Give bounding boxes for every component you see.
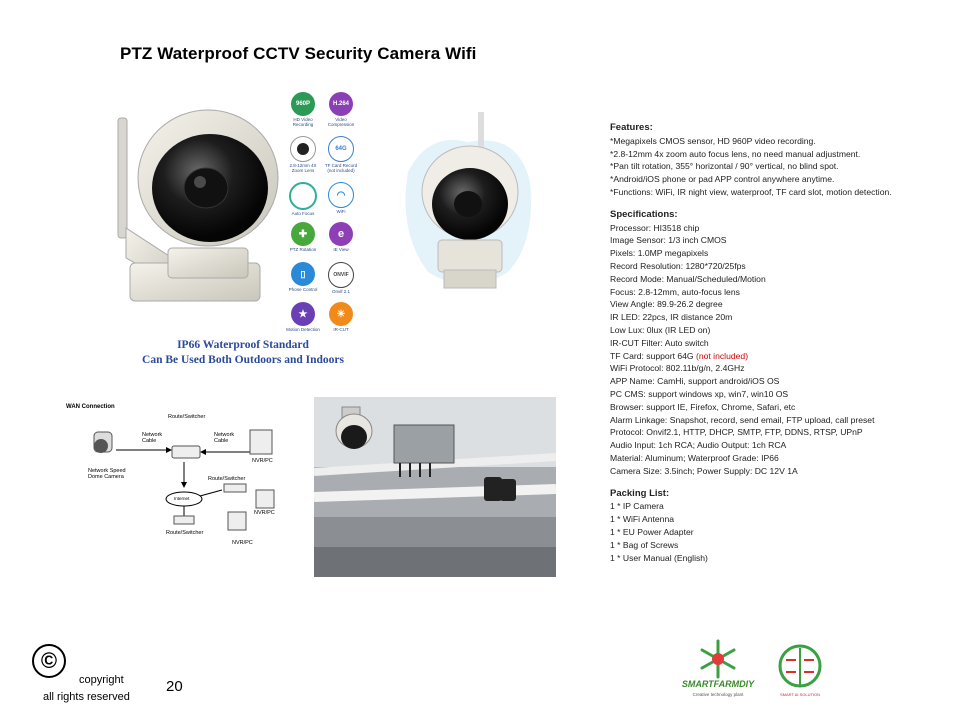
logo-name: SMARTFARMDIY xyxy=(681,679,755,689)
phone-icon: ▯ Phone Control xyxy=(284,262,322,292)
feature-line: *Android/iOS phone or pad APP control anywhere anytime. xyxy=(610,174,835,185)
copyright-label: copyright xyxy=(79,674,124,686)
router1-label: Route/Switcher xyxy=(168,414,206,420)
feature-line: *2.8-12mm 4x zoom auto focus lens, no need manual adjustment. xyxy=(610,148,861,159)
wifi-icon: ◠ WiFi xyxy=(322,182,360,214)
spec-line: PC CMS: support windows xp, win7, win10 OS xyxy=(610,388,789,399)
camera-label: Network Speed Dome Camera xyxy=(88,468,126,480)
page-number: 20 xyxy=(166,678,183,695)
spec-line: Processor: HI3518 chip xyxy=(610,222,700,233)
spec-line: Camera Size: 3.5inch; Power Supply: DC 12V 1A xyxy=(610,465,798,476)
smartfarmdiy-logo xyxy=(678,637,758,703)
spec-line: Low Lux: 0lux (IR LED on) xyxy=(610,324,711,335)
router2-label: Route/Switcher xyxy=(208,476,246,482)
spec-line-tf-card: TF Card: support 64G (not included) xyxy=(610,350,749,361)
nvr2-label: NVR/PC xyxy=(254,510,275,516)
spec-line: Record Mode: Manual/Scheduled/Motion xyxy=(610,273,766,284)
packing-heading: Packing List: xyxy=(610,487,670,499)
photo-illustration xyxy=(314,397,556,577)
onvif-icon: ONVIF Onvif 2.1 xyxy=(322,262,360,294)
sd-card-icon: 64G TF Card Record (not included) xyxy=(322,136,360,173)
packing-line: 1 * IP Camera xyxy=(610,501,664,512)
spec-line: Record Resolution: 1280*720/25fps xyxy=(610,260,746,271)
splash-camera-illustration xyxy=(398,112,538,302)
waterproof-camera-image xyxy=(398,112,538,302)
wan-diagram xyxy=(66,404,296,554)
ircut-icon: ☀ IR-CUT xyxy=(322,302,360,332)
packing-line: 1 * Bag of Screws xyxy=(610,539,679,550)
router3-label: Route/Switcher xyxy=(166,530,204,536)
focus-icon: Auto Focus xyxy=(284,182,322,216)
spec-line: Protocol: Onvif2.1, HTTP, DHCP, SMTP, FTP, DDNS, RTSP, UPnP xyxy=(610,427,863,438)
spec-line: View Angle: 89.9-26.2 degree xyxy=(610,299,723,310)
copyright-icon: © xyxy=(32,644,66,678)
feature-line: *Pan tilt rotation, 355° horizontal / 90° vertical, no blind spot. xyxy=(610,161,839,172)
brain-tree-logo-icon xyxy=(772,644,828,694)
spec-line: IR-CUT Filter: Auto switch xyxy=(610,337,709,348)
nvr1-label: NVR/PC xyxy=(252,458,273,464)
spec-line: IR LED: 22pcs, IR distance 20m xyxy=(610,312,733,323)
not-included-note: (not included) xyxy=(695,350,749,361)
logo2-text: SMART AI SOLUTION xyxy=(779,692,821,697)
lens-icon: 2.8-12mm 4X Zoom Lens xyxy=(284,136,322,173)
packing-line: 1 * User Manual (English) xyxy=(610,552,708,563)
nvr3-label: NVR/PC xyxy=(232,540,253,546)
internet-label: Internet xyxy=(174,496,190,501)
rotation-icon: ✚ PTZ Rotation xyxy=(284,222,322,252)
spec-line: Material: Aluminum; Waterproof Grade: IP66 xyxy=(610,452,779,463)
spec-line: Alarm Linkage: Snapshot, record, send email, FTP upload, call preset xyxy=(610,414,875,425)
ie-icon: e IE View xyxy=(322,222,360,252)
cable2-label: Network Cable xyxy=(214,432,235,444)
spec-line: Browser: support IE, Firefox, Chrome, Safari, etc xyxy=(610,401,796,412)
spec-line: Pixels: 1.0MP megapixels xyxy=(610,248,709,259)
spec-panel xyxy=(610,122,950,564)
smart-ai-logo xyxy=(772,644,828,700)
slogan-line1: IP66 Waterproof Standard xyxy=(177,339,309,351)
wan-title: WAN Connection xyxy=(66,404,115,410)
feature-line: *Megapixels CMOS sensor, HD 960P video recording. xyxy=(610,135,816,146)
packing-line: 1 * EU Power Adapter xyxy=(610,526,694,537)
rights-label: all rights reserved xyxy=(43,691,130,703)
feature-line: *Functions: WiFi, IR night view, waterproof, TF card slot, motion detection. xyxy=(610,186,892,197)
packing-line: 1 * WiFi Antenna xyxy=(610,514,675,525)
spec-line: WiFi Protocol: 802.11b/g/n, 2.4GHz xyxy=(610,363,745,374)
spec-line: Focus: 2.8-12mm, auto-focus lens xyxy=(610,286,740,297)
slogan-line2: Can Be Used Both Outdoors and Indoors xyxy=(142,354,344,366)
page-title: PTZ Waterproof CCTV Security Camera Wifi xyxy=(120,44,477,63)
spec-line: APP Name: CamHi, support android/iOS OS xyxy=(610,376,780,387)
960p-badge-icon: 960P HD Video Recording xyxy=(284,92,322,127)
motion-icon: ★ Motion Detection xyxy=(284,302,322,332)
cable1-label: Network Cable xyxy=(142,432,163,444)
spec-line: Image Sensor: 1/3 inch CMOS xyxy=(610,235,727,246)
installation-photo xyxy=(314,397,556,577)
h264-badge-icon: H.264 Video Compression xyxy=(322,92,360,127)
features-heading: Features: xyxy=(610,122,653,133)
spec-line: Audio Input: 1ch RCA; Audio Output: 1ch RCA xyxy=(610,440,787,451)
logo-slogan: Creative technology plant xyxy=(692,692,744,697)
specs-heading: Specifications: xyxy=(610,208,678,220)
snowflake-logo-icon xyxy=(678,637,758,681)
